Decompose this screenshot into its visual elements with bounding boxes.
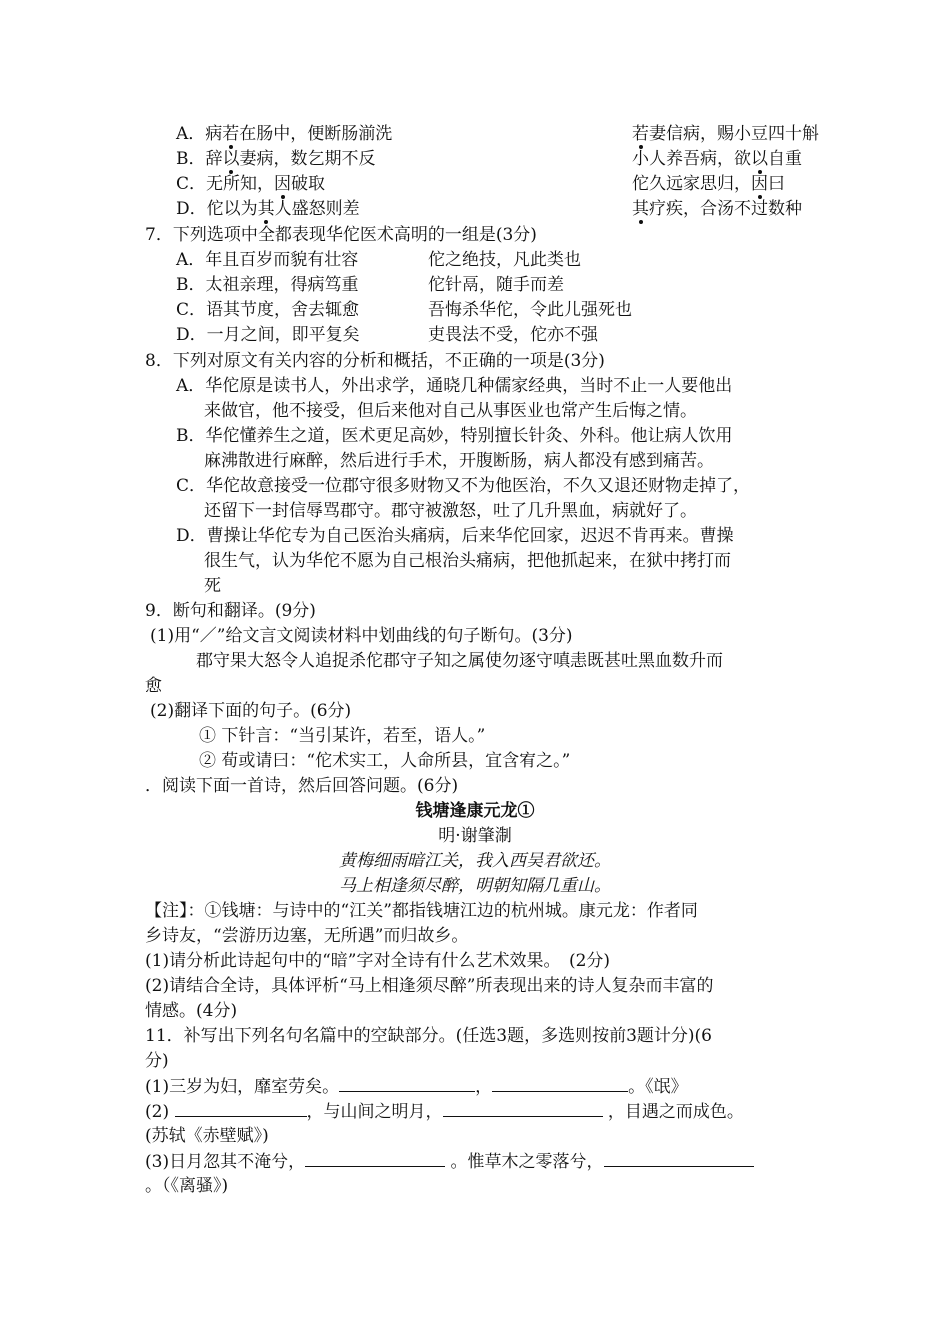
q11-item3-text: (3)日月忽其不淹兮， [145, 1152, 306, 1172]
q7-option-b [176, 273, 564, 297]
q6-option-d [176, 197, 802, 221]
q9-stem: 9．断句和翻译。(9分) [145, 601, 316, 621]
q9-passage-line2: 愈 [145, 676, 162, 696]
q8-option-c-line1: C．华佗故意接受一位郡守很多财物又不为他医治，不久又退还财物走掉了， [176, 476, 751, 496]
q6-b-right: 小人养吾病，欲以自重 [632, 149, 802, 169]
q6-option-b [176, 147, 802, 171]
q11-item2-source: (苏轼《赤壁赋》) [145, 1126, 269, 1146]
q6-a-right: 若妻信病，赐小豆四十斛 [632, 124, 819, 144]
q6-d-right: 其疗疾，合汤不过数种 [632, 199, 802, 219]
q9-part2: (2)翻译下面的句子。(6分) [150, 701, 352, 721]
q8-option-c-line2: 还留下一封信辱骂郡守。郡守被激怒，吐了几升黑血，病就好了。 [204, 501, 697, 521]
poem-note-line2: 乡诗友，“尝游历边塞，无所遇”而归故乡。 [145, 926, 469, 946]
q7-option-c [176, 298, 632, 322]
q6-c-left: C．无所知，因破取 [176, 174, 326, 194]
q7-d-right: 吏畏法不受，佗亦不强 [428, 325, 598, 345]
q8-stem: 8．下列对原文有关内容的分析和概括，不正确的一项是(3分) [145, 351, 605, 371]
poem-line1: 黄梅细雨暗江关，我入西吴君欲还。 [339, 851, 611, 871]
q8-option-a-line2: 来做官，他不接受，但后来他对自己从事医业也常产生后悔之情。 [204, 401, 697, 421]
answer-blank[interactable] [443, 1099, 603, 1117]
q8-option-a-line1: A．华佗原是读书人，外出求学，通晓几种儒家经典，当时不止一人要他出 [176, 376, 733, 396]
q7-c-left: C．语其节度，舍去辄愈 [176, 300, 360, 320]
q10-stem: ．阅读下面一首诗，然后回答问题。(6分) [145, 776, 459, 796]
q7-option-d [176, 323, 598, 347]
answer-blank[interactable] [175, 1099, 307, 1117]
answer-blank[interactable] [305, 1149, 445, 1167]
q9-part1: (1)用“／”给文言文阅读材料中划曲线的句子断句。(3分) [150, 626, 573, 646]
q8-option-b-line1: B．华佗懂养生之道，医术更足高妙，特别擅长针灸、外科。他让病人饮用 [176, 426, 733, 446]
q9-sentence2: ② 荀或请曰：“佗术实工，人命所县，宜含宥之。” [199, 751, 571, 771]
q11-item3-text2: 。惟草木之零落兮， [450, 1152, 604, 1172]
q11-item1-text: (1)三岁为妇，靡室劳矣。 [145, 1077, 340, 1097]
q11-item1-sep: ， [475, 1077, 493, 1097]
q11-item3 [145, 1149, 754, 1174]
answer-blank[interactable] [339, 1074, 475, 1092]
answer-blank[interactable] [492, 1074, 628, 1092]
q7-option-a [176, 248, 581, 272]
q9-passage-line1: 郡守果大怒令人追捉杀佗郡守子知之属使勿逐守嗔恚既甚吐黑血数升而 [196, 651, 723, 671]
q11-item1-source: 。《氓》 [628, 1077, 688, 1097]
q11-stem-line1: 11．补写出下列名句名篇中的空缺部分。(任选3题，多选则按前3题计分)(6 [145, 1026, 712, 1046]
q10-question2-line2: 情感。(4分) [145, 1001, 238, 1021]
q6-b-left: B．辞以妻病，数乞期不反 [176, 149, 376, 169]
q7-a-right: 佗之绝技，凡此类也 [428, 250, 581, 270]
q8-option-d-line2: 很生气，认为华佗不愿为自己根治头痛病，把他抓起来，在狱中拷打而 [204, 551, 731, 571]
q6-option-a [176, 122, 819, 146]
q7-c-right: 吾悔杀华佗，令此儿强死也 [428, 300, 632, 320]
q11-item2-text: ，与山间之明月， [306, 1102, 443, 1122]
q11-item1 [145, 1074, 688, 1099]
poem-title: 钱塘逢康元龙① [415, 801, 535, 821]
q11-stem-line2: 分) [145, 1051, 169, 1071]
answer-blank[interactable] [604, 1149, 754, 1167]
poem-line2: 马上相逢须尽醉，明朝知隔几重山。 [339, 876, 611, 896]
q9-sentence1: ① 下针言：“当引某许，若至，语人。” [199, 726, 486, 746]
q7-b-right: 佗针鬲，随手而差 [428, 275, 564, 295]
q11-item2-text2: ，目遇之而成色。 [607, 1102, 744, 1122]
q6-c-right: 佗久远家思归，因曰 [632, 174, 785, 194]
q10-question1: (1)请分析此诗起句中的“暗”字对全诗有什么艺术效果。 (2分) [145, 951, 611, 971]
poem-author: 明·谢肇淛 [438, 826, 512, 846]
q8-option-d-line1: D．曹操让华佗专为自己医治头痛病，后来华佗回家，迟迟不肯再来。曹操 [176, 526, 734, 546]
q11-item2 [145, 1099, 744, 1124]
q6-d-left: D．佗以为其人盛怒则差 [176, 199, 360, 219]
q7-b-left: B．太祖亲理，得病笃重 [176, 275, 359, 295]
q7-d-left: D．一月之间，即平复矣 [176, 325, 360, 345]
q7-stem: 7．下列选项中全都表现华佗医术高明的一组是(3分) [145, 225, 537, 245]
q8-option-d-line3: 死 [204, 576, 221, 596]
q11-item3-source: 。（《离骚》) [145, 1176, 229, 1196]
q11-item2-num: (2) [145, 1102, 170, 1122]
q10-question2-line1: (2)请结合全诗，具体评析“马上相逢须尽醉”所表现出来的诗人复杂而丰富的 [145, 976, 714, 996]
poem-note-line1: 【注】：①钱塘：与诗中的“江关”都指钱塘江边的杭州城。康元龙：作者同 [145, 901, 698, 921]
q7-a-left: A．年且百岁而貌有壮容 [176, 250, 359, 270]
q8-option-b-line2: 麻沸散进行麻醉，然后进行手术，开腹断肠，病人都没有感到痛苦。 [204, 451, 714, 471]
q6-a-left: A．病若在肠中，便断肠湔洗 [176, 124, 393, 144]
q6-option-c [176, 172, 785, 196]
